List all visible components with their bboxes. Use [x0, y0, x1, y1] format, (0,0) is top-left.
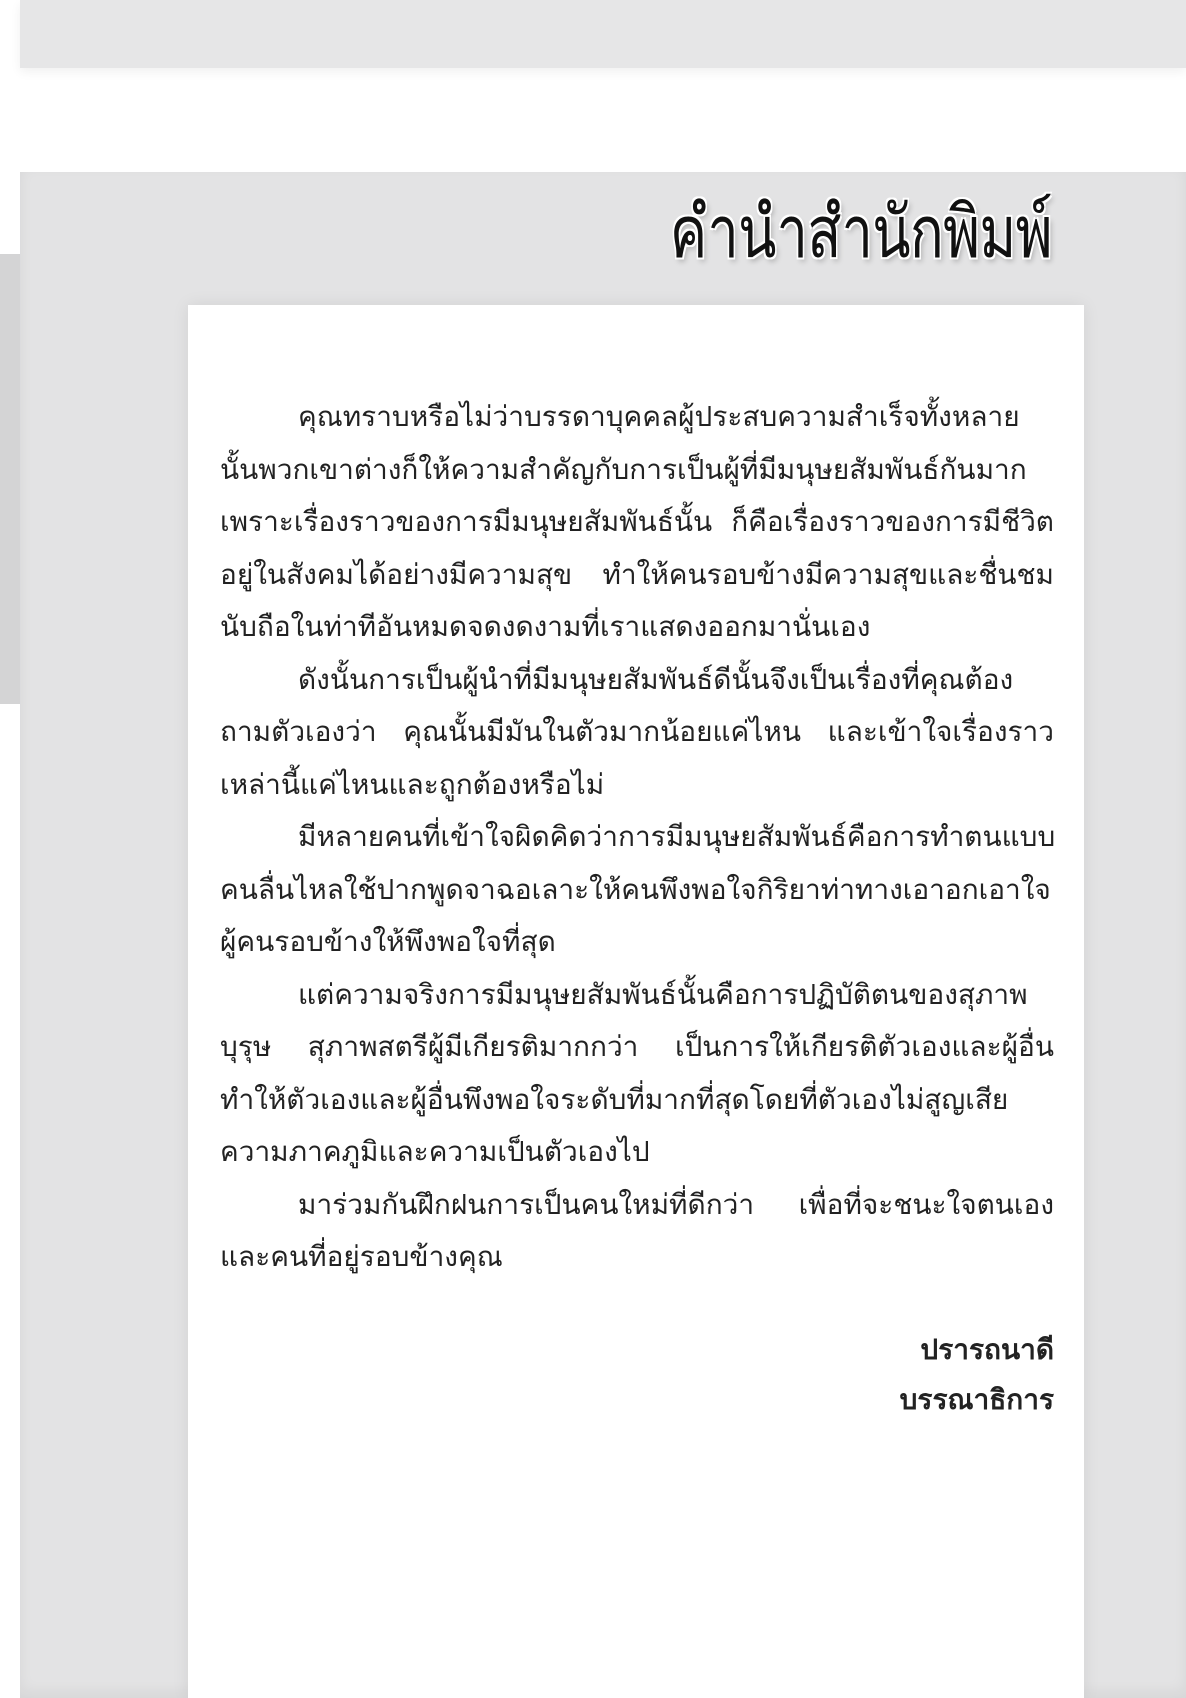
paragraph-4 — [220, 969, 1054, 1179]
paragraph-5 — [220, 1179, 1054, 1284]
text-line: นับถือในท่าทีอันหมดจดงดงามที่เราแสดงออกมานั่นเอง — [220, 610, 871, 643]
paragraph-2 — [220, 654, 1054, 812]
text-line: ถามตัวเองว่า คุณนั้นมีมันในตัวมากน้อยแค่ไหน และเข้าใจเรื่องราว — [220, 715, 1054, 748]
text-line: มาร่วมกันฝึกฝนการเป็นคนใหม่ที่ดีกว่า เพื่อที่จะชนะใจตนเอง — [298, 1187, 1054, 1221]
text-line: ผู้คนรอบข้างให้พึงพอใจที่สุด — [220, 925, 556, 958]
text-line: อยู่ในสังคมได้อย่างมีความสุข ทำให้คนรอบข้างมีความสุขและชื่นชม — [220, 557, 1054, 591]
paragraph-1 — [220, 391, 1054, 654]
signature-closing: ปรารถนาดี — [920, 1333, 1054, 1366]
text-line: และคนที่อยู่รอบข้างคุณ — [220, 1240, 503, 1273]
text-line: มีหลายคนที่เข้าใจผิดคิดว่าการมีมนุษยสัมพันธ์คือการทำตนแบบ — [298, 820, 1056, 853]
text-line: คุณทราบหรือไม่ว่าบรรดาบุคคลผู้ประสบความสำเร็จทั้งหลาย — [298, 400, 1020, 433]
page-heading: คำนำสำนักพิมพ์ — [669, 190, 1052, 274]
text-line: บุรุษ สุภาพสตรีผู้มีเกียรติมากกว่า เป็นการให้เกียรติตัวเองและผู้อื่น — [220, 1030, 1054, 1063]
body-text — [220, 391, 1054, 1284]
text-line: ทำให้ตัวเองและผู้อื่นพึงพอใจระดับที่มากที่สุดโดยที่ตัวเองไม่สูญเสีย — [220, 1082, 1009, 1116]
text-line: ความภาคภูมิและความเป็นตัวเองไป — [220, 1135, 650, 1168]
text-line: แต่ความจริงการมีมนุษยสัมพันธ์นั้นคือการปฏิบัติตนของสุภาพ — [298, 977, 1028, 1011]
paragraph-3 — [220, 811, 1054, 969]
text-line: นั้นพวกเขาต่างก็ให้ความสำคัญกับการเป็นผู้ที่มีมนุษยสัมพันธ์กันมาก — [220, 452, 1027, 486]
text-line: ดังนั้นการเป็นผู้นำที่มีมนุษยสัมพันธ์ดีนั้นจึงเป็นเรื่องที่คุณต้อง — [298, 662, 1014, 696]
text-line: เพราะเรื่องราวของการมีมนุษยสัมพันธ์นั้น ก็คือเรื่องราวของการมีชีวิต — [220, 505, 1054, 538]
text-line: เหล่านี้แค่ไหนและถูกต้องหรือไม่ — [220, 767, 605, 801]
signature-author: บรรณาธิการ — [899, 1383, 1054, 1416]
text-line: คนลื่นไหลใช้ปากพูดจาฉอเลาะให้คนพึงพอใจกิริยาท่าทางเอาอกเอาใจ — [220, 872, 1051, 906]
top-header-band — [20, 0, 1186, 68]
signature-block — [900, 1325, 1054, 1425]
content-card — [188, 305, 1084, 1698]
side-tab-marker — [0, 254, 20, 704]
